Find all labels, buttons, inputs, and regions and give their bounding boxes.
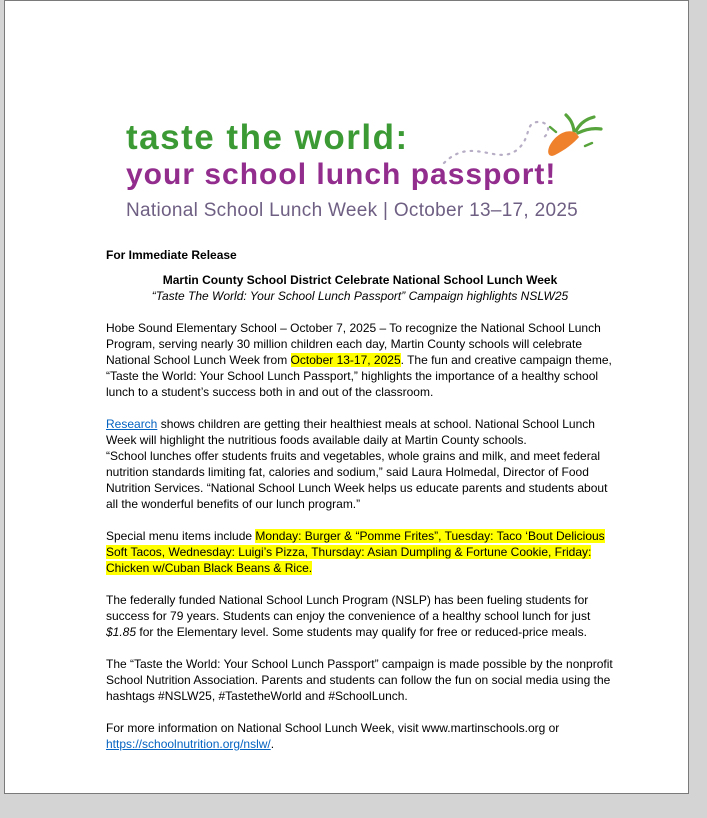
- text-run: for the Elementary level. Some students may qualify for free or reduced-price meals.: [136, 625, 587, 639]
- menu-paragraph: [106, 528, 614, 576]
- schoolnutrition-link[interactable]: https://schoolnutrition.org/nslw/: [106, 737, 271, 751]
- text-run: Hobe Sound Elementary School – October 7, 2025 – To recognize the National School Lunch Program, serving nearly 30 million children each day, Martin County schools will celebrate National School Lunch Week from: [106, 321, 601, 367]
- more-info-paragraph: [106, 720, 614, 752]
- document-page: [4, 0, 689, 794]
- text-run: . The fun and creative campaign theme, “Taste the World: Your School Lunch Passport,” highlights the importance of a healthy school lunch to a student’s success both in and out of the classroom.: [106, 353, 612, 399]
- text-run: The “Taste the World: Your School Lunch Passport” campaign is made possible by the nonprofit School Nutrition Association. Parents and students can follow the fun on social media using the hashtags #NSLW25, #TastetheWorld and #SchoolLunch.: [106, 657, 613, 703]
- text-run: The federally funded National School Lunch Program (NSLP) has been fueling students for success for 79 years. Students can enjoy the convenience of a healthy school lunch for just: [106, 593, 591, 623]
- campaign-paragraph: [106, 656, 614, 704]
- quote-paragraph: [106, 448, 614, 512]
- press-release-subtitle: “Taste The World: Your School Lunch Passport” Campaign highlights NSLW25: [151, 289, 569, 303]
- nslw-logo: [126, 119, 616, 222]
- highlighted-text: October 13-17, 2025: [290, 353, 401, 367]
- text-run: “School lunches offer students fruits and vegetables, whole grains and milk, and meet federal nutrition standards limiting fat, calories and sodium,” said Laura Holmedal, Director of Food Nutrition Services. “National School Lunch Week helps us educate parents and students about all the wonderful benefits of our lunch program.”: [106, 449, 608, 511]
- text-run: For more information on National School Lunch Week, visit www.martinschools.org or: [106, 721, 560, 735]
- research-link[interactable]: Research: [106, 417, 158, 431]
- text-run: Special menu items include: [106, 529, 256, 543]
- text-run: $1.85: [106, 625, 137, 639]
- logo-tagline: National School Lunch Week | October 13–17, 2025: [126, 200, 579, 221]
- for-immediate-release-label: For Immediate Release: [106, 248, 237, 262]
- body-paragraphs: [106, 320, 614, 752]
- nslp-paragraph: [106, 592, 614, 640]
- research-paragraph: [106, 416, 614, 448]
- press-release-body: [106, 247, 614, 752]
- logo-title-line2: your school lunch passport!: [126, 158, 557, 191]
- intro-paragraph: [106, 320, 614, 400]
- highlighted-text: Monday: Burger & “Pomme Frites”, Tuesday: Taco ‘Bout Delicious Soft Tacos, Wednesday: Luigi’s Pizza, Thursday: Asian Dumpling & Fortune Cookie, Friday: Chicken w/Cuban Black Beans & Rice.: [106, 529, 605, 575]
- text-run: shows children are getting their healthiest meals at school. National School Lunch Week will highlight the nutritious foods available daily at Martin County schools.: [106, 417, 595, 447]
- press-release-title: Martin County School District Celebrate National School Lunch Week: [162, 273, 558, 287]
- logo-title-line1: taste the world:: [126, 118, 409, 157]
- text-run: .: [270, 737, 275, 751]
